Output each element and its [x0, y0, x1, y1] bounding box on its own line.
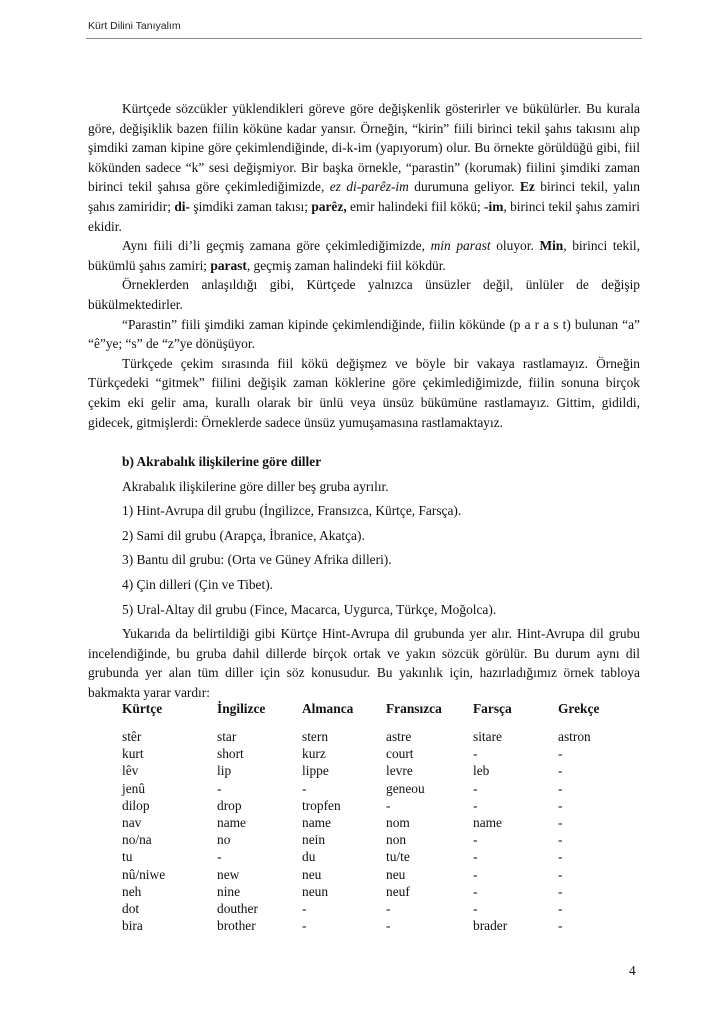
- page-body: [88, 99, 640, 703]
- table-row: [122, 745, 618, 762]
- table-cell: levre: [386, 763, 413, 779]
- table-cell: geneou: [386, 780, 425, 796]
- language-comparison-table: [122, 700, 618, 934]
- table-cell: neuf: [386, 883, 410, 899]
- table-row: [122, 900, 618, 917]
- table-cell: -: [473, 849, 478, 865]
- table-cell: short: [217, 746, 244, 762]
- paragraph-4: “Parastin” fiili şimdiki zaman kipinde çekimlendiğinde, fiilin kökünde (p a r a s t) bulunan “a” “ê”ye; “s” de “z”ye dönüşüyor.: [88, 316, 640, 352]
- table-body: [122, 728, 618, 934]
- group-item: 4) Çin dilleri (Çin ve Tibet).: [122, 577, 274, 593]
- table-cell: -: [558, 866, 563, 882]
- table-cell: lip: [217, 763, 232, 779]
- table-cell: -: [558, 883, 563, 899]
- table-cell: astre: [386, 729, 412, 744]
- column-header: Farsça: [473, 701, 512, 716]
- table-row: [122, 831, 618, 848]
- table-cell: -: [558, 832, 563, 848]
- section-intro: Akrabalık ilişkilerine göre diller beş gruba ayrılır.: [122, 478, 389, 494]
- table-cell: new: [217, 866, 240, 882]
- table-cell: douther: [217, 900, 258, 916]
- paragraph-5: Türkçede çekim sırasında fiil kökü değişmez ve böyle bir vakaya rastlamayız. Örneğin Türkçedeki “gitmek” fiilini değişik zaman köklerine göre çekimlediğimizde, fiilin sonuna birçok çekim eki gelir ama, kurallı olarak bir ünlü veya ünsüz bükümüne rastlamayız. Gittim, gidildi, gidecek, gitmişlerdi: Örneklerde sadece ünsüz yumuşamasına rastlamaktayız.: [88, 355, 640, 430]
- table-cell: leb: [473, 763, 490, 779]
- table-cell: nav: [122, 814, 142, 830]
- table-cell: tu/te: [386, 849, 410, 865]
- paragraph-3: Örneklerden anlaşıldığı gibi, Kürtçede yalnızca ünsüzler değil, ünlüler de değişip bükülmektedirler.: [88, 277, 640, 312]
- group-item: 1) Hint-Avrupa dil grubu (İngilizce, Fransızca, Kürtçe, Farsça).: [122, 503, 462, 519]
- table-cell: -: [473, 900, 478, 916]
- group-item: 2) Sami dil grubu (Arapça, İbranice, Akatça).: [122, 527, 365, 543]
- table-cell: -: [473, 866, 478, 882]
- table-cell: neun: [302, 883, 329, 899]
- table-cell: -: [558, 900, 563, 916]
- table-cell: lippe: [302, 763, 329, 779]
- table-cell: -: [302, 918, 307, 934]
- table-cell: -: [558, 814, 563, 830]
- table-cell: -: [473, 797, 478, 813]
- table-cell: -: [558, 797, 563, 813]
- table-cell: bira: [122, 918, 143, 934]
- table-cell: lêv: [122, 763, 139, 779]
- running-header: Kürt Dilini Tanıyalım: [88, 20, 181, 32]
- column-header: Almanca: [302, 701, 354, 716]
- table-row: [122, 762, 618, 779]
- table-cell: -: [558, 918, 563, 934]
- paragraph-1: Kürtçede sözcükler yüklendikleri göreve göre değişkenlik gösterirler ve bükülürler. Bu kurala göre, değişiklik bazen fiilin köküne kadar yansır. Örneğin, “kirin” fiili birinci tekil şahıs takısını alıp şimdiki zaman kipine göre çekimlendiğinde, di-k-im (yapıyorum) olur. Bu örnekte görüldüğü gibi, fiil kökünden sadece “k” sesi değişmiyor. Bir başka örnekle, “parastin” (korumak) fiilini şimdiki zaman birinci tekil şahısa göre çekimlediğimizde, ez di-parêz-im durumuna geliyor. Ez birinci tekil, yalın şahıs zamiridir; di- şimdiki zaman takısı; parêz, emir halindeki fiil kökü; -im, birinci tekil şahıs zamiri ekidir.: [88, 101, 641, 234]
- table-cell: kurz: [302, 746, 326, 762]
- table-cell: brother: [217, 918, 256, 934]
- paragraph-2: Aynı fiili di’li geçmiş zamana göre çekimlediğimizde, min parast oluyor. Min, birinci tekil, bükümlü şahıs zamiri; parast, geçmiş zaman halindeki fiil kökdür.: [88, 238, 640, 273]
- group-item: 3) Bantu dil grubu: (Orta ve Güney Afrika dilleri).: [122, 552, 392, 568]
- table-cell: dilop: [122, 797, 150, 813]
- table-cell: -: [302, 780, 307, 796]
- table-cell: nom: [386, 814, 410, 830]
- table-cell: name: [302, 814, 331, 830]
- table-cell: neu: [302, 866, 322, 882]
- table-row: [122, 917, 618, 934]
- group-item: 5) Ural-Altay dil grubu (Fince, Macarca, Uygurca, Türkçe, Moğolca).: [122, 601, 497, 617]
- column-header: Grekçe: [558, 701, 600, 716]
- table-cell: neu: [386, 866, 406, 882]
- table-cell: sitare: [473, 729, 502, 744]
- table-cell: du: [302, 849, 316, 865]
- table-cell: jenû: [122, 780, 146, 796]
- column-header: Fransızca: [386, 701, 442, 716]
- table-cell: -: [302, 900, 307, 916]
- table-cell: -: [386, 900, 391, 916]
- column-header: Kürtçe: [122, 701, 163, 716]
- table-cell: nein: [302, 832, 326, 848]
- table-cell: -: [558, 780, 563, 796]
- table-cell: no: [217, 832, 231, 848]
- table-cell: -: [473, 746, 478, 762]
- section-heading: b) Akrabalık ilişkilerine göre diller: [122, 454, 322, 470]
- table-cell: stêr: [122, 729, 142, 744]
- table-cell: astron: [558, 729, 591, 744]
- table-cell: nû/niwe: [122, 866, 166, 882]
- table-cell: -: [386, 797, 391, 813]
- table-row: [122, 866, 618, 883]
- table-cell: -: [217, 849, 222, 865]
- table-cell: -: [558, 746, 563, 762]
- table-cell: name: [217, 814, 246, 830]
- table-row: [122, 797, 618, 814]
- table-header-row: [122, 700, 618, 720]
- table-cell: -: [386, 918, 391, 934]
- table-row: [122, 728, 618, 745]
- column-header: İngilizce: [217, 701, 266, 716]
- page-number: 4: [629, 963, 636, 978]
- table-row: [122, 780, 618, 797]
- table-cell: drop: [217, 797, 242, 813]
- table-row: [122, 883, 618, 900]
- table-cell: neh: [122, 883, 142, 899]
- table-cell: -: [473, 780, 478, 796]
- table-cell: -: [558, 763, 563, 779]
- table-cell: -: [558, 849, 563, 865]
- table-cell: court: [386, 746, 414, 762]
- table-cell: -: [217, 780, 222, 796]
- closing-paragraph: Yukarıda da belirtildiği gibi Kürtçe Hint-Avrupa dil grubunda yer alır. Hint-Avrupa dil grubu incelendiğinde, bu gruba dahil dillerde birçok ortak ve yakın sözcük görülür. Bu durum aynı dil grubunda yer alan tüm diller için söz konusudur. Bu yakınlık için, hazırladığımız örnek tabloya bakmakta yarar vardır:: [88, 626, 640, 701]
- table-cell: non: [386, 832, 407, 848]
- table-row: [122, 848, 618, 865]
- table-cell: -: [473, 832, 478, 848]
- table-cell: star: [217, 729, 237, 744]
- table-cell: dot: [122, 900, 140, 916]
- table-cell: -: [473, 883, 478, 899]
- table-cell: nine: [217, 883, 241, 899]
- table-cell: brader: [473, 918, 508, 934]
- table-cell: tropfen: [302, 797, 341, 813]
- table-cell: tu: [122, 849, 133, 865]
- table-cell: name: [473, 814, 502, 830]
- table-cell: no/na: [122, 832, 152, 848]
- table-row: [122, 814, 618, 831]
- table-cell: kurt: [122, 746, 144, 762]
- table-cell: stern: [302, 729, 329, 744]
- header-rule: [86, 38, 642, 39]
